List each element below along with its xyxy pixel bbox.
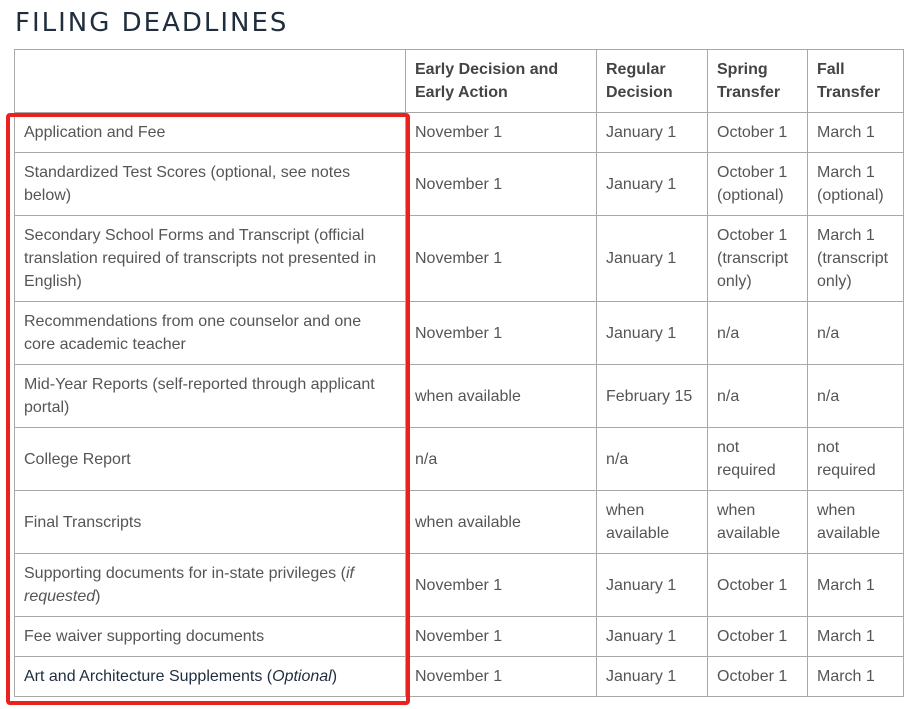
row-spring-transfer: October 1 xyxy=(708,657,808,697)
row-item-label: College Report xyxy=(15,428,406,491)
table-row xyxy=(15,428,904,491)
table-row xyxy=(15,365,904,428)
row-fall-transfer: March 1 xyxy=(808,617,904,657)
table-row xyxy=(15,657,904,697)
row-item-label-tail: ) xyxy=(331,668,338,685)
row-regular-decision: when available xyxy=(597,491,708,554)
row-item-label-link[interactable]: Art and Architecture Supplements xyxy=(24,668,263,685)
row-fall-transfer: March 1 xyxy=(808,657,904,697)
row-item-label: Fee waiver supporting documents xyxy=(15,617,406,657)
row-fall-transfer: not required xyxy=(808,428,904,491)
header-cell-regular-decision: Regular Decision xyxy=(597,50,708,113)
row-fall-transfer: March 1 (optional) xyxy=(808,153,904,216)
row-item-label: Final Transcripts xyxy=(15,491,406,554)
row-regular-decision: January 1 xyxy=(597,113,708,153)
row-regular-decision: January 1 xyxy=(597,153,708,216)
row-item-label: Standardized Test Scores (optional, see notes below) xyxy=(15,153,406,216)
row-regular-decision: January 1 xyxy=(597,216,708,302)
row-item-label: Secondary School Forms and Transcript (official translation required of transcripts not presented in English) xyxy=(15,216,406,302)
row-item-label-italic: Optional xyxy=(272,668,332,685)
row-spring-transfer: not required xyxy=(708,428,808,491)
row-spring-transfer: n/a xyxy=(708,302,808,365)
row-early-decision: November 1 xyxy=(406,113,597,153)
row-regular-decision: n/a xyxy=(597,428,708,491)
row-spring-transfer: October 1 xyxy=(708,617,808,657)
row-item-label-tail: ) xyxy=(95,588,101,605)
table-row xyxy=(15,216,904,302)
row-item-label xyxy=(15,657,406,697)
table-row xyxy=(15,302,904,365)
row-item-label xyxy=(15,554,406,617)
row-spring-transfer: October 1 (transcript only) xyxy=(708,216,808,302)
row-early-decision: n/a xyxy=(406,428,597,491)
row-spring-transfer: when available xyxy=(708,491,808,554)
row-regular-decision: February 15 xyxy=(597,365,708,428)
row-fall-transfer: n/a xyxy=(808,302,904,365)
header-cell-spring-transfer: Spring Transfer xyxy=(708,50,808,113)
table-row xyxy=(15,617,904,657)
row-fall-transfer: n/a xyxy=(808,365,904,428)
table-row xyxy=(15,113,904,153)
row-early-decision: when available xyxy=(406,491,597,554)
row-early-decision: November 1 xyxy=(406,617,597,657)
row-spring-transfer: n/a xyxy=(708,365,808,428)
table-row xyxy=(15,554,904,617)
row-fall-transfer: March 1 (transcript only) xyxy=(808,216,904,302)
row-item-label-text: Supporting documents for in-state privileges ( xyxy=(24,565,346,582)
header-cell-fall-transfer: Fall Transfer xyxy=(808,50,904,113)
page-title: FILING DEADLINES xyxy=(15,8,289,38)
row-early-decision: November 1 xyxy=(406,554,597,617)
table-row xyxy=(15,153,904,216)
row-spring-transfer: October 1 xyxy=(708,113,808,153)
row-regular-decision: January 1 xyxy=(597,554,708,617)
row-spring-transfer: October 1 xyxy=(708,554,808,617)
header-cell-early-decision: Early Decision and Early Action xyxy=(406,50,597,113)
table-header-row xyxy=(15,50,904,113)
row-early-decision: when available xyxy=(406,365,597,428)
row-item-label-open: ( xyxy=(262,668,273,685)
row-fall-transfer: March 1 xyxy=(808,113,904,153)
row-fall-transfer: when available xyxy=(808,491,904,554)
filing-deadlines-table xyxy=(14,49,904,697)
header-cell-item xyxy=(15,50,406,113)
row-spring-transfer: October 1 (optional) xyxy=(708,153,808,216)
row-early-decision: November 1 xyxy=(406,657,597,697)
row-item-label: Application and Fee xyxy=(15,113,406,153)
row-item-label-italic: if requested xyxy=(24,565,354,605)
row-item-label: Recommendations from one counselor and one core academic teacher xyxy=(15,302,406,365)
row-early-decision: November 1 xyxy=(406,302,597,365)
table-row xyxy=(15,491,904,554)
row-fall-transfer: March 1 xyxy=(808,554,904,617)
row-regular-decision: January 1 xyxy=(597,617,708,657)
row-item-label: Mid-Year Reports (self-reported through applicant portal) xyxy=(15,365,406,428)
row-regular-decision: January 1 xyxy=(597,302,708,365)
row-regular-decision: January 1 xyxy=(597,657,708,697)
row-early-decision: November 1 xyxy=(406,153,597,216)
row-early-decision: November 1 xyxy=(406,216,597,302)
